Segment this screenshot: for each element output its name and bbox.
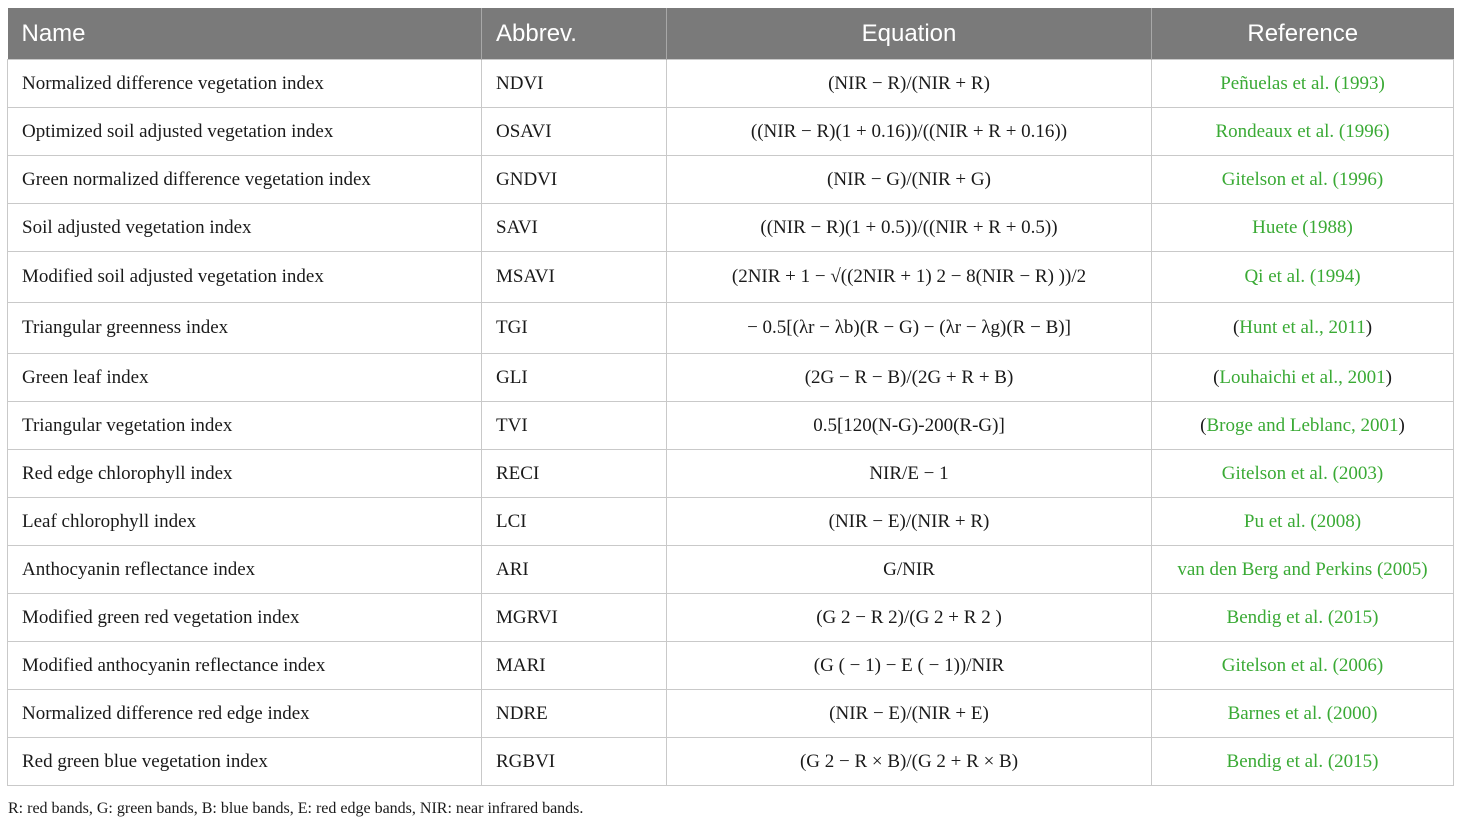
reference-link[interactable]: Broge and Leblanc, 2001 [1206,414,1399,436]
cell-reference[interactable] [1152,450,1454,498]
cell-reference[interactable]: (Broge and Leblanc, 2001) [1152,402,1454,450]
cell-equation: (NIR − G)/(NIR + G) [667,156,1152,204]
table-row [8,204,1454,252]
cell-abbrev: LCI [482,498,667,546]
reference-link[interactable]: Rondeaux et al. (1996) [1215,120,1390,142]
cell-abbrev: OSAVI [482,108,667,156]
cell-equation: (2G − R − B)/(2G + R + B) [667,354,1152,402]
reference-link[interactable]: Peñuelas et al. (1993) [1220,72,1385,94]
table-row [8,546,1454,594]
cell-name: Soil adjusted vegetation index [8,204,482,252]
header-abbrev: Abbrev. [482,8,667,60]
cell-name: Modified green red vegetation index [8,594,482,642]
cell-reference[interactable] [1152,642,1454,690]
vegetation-indices-table [7,8,1454,786]
cell-reference[interactable]: (Louhaichi et al., 2001) [1152,354,1454,402]
table-row [8,498,1454,546]
table-body [8,60,1454,786]
cell-abbrev: MGRVI [482,594,667,642]
reference-link[interactable]: Bendig et al. (2015) [1226,606,1379,628]
cell-reference[interactable] [1152,156,1454,204]
cell-name: Red green blue vegetation index [8,738,482,786]
table-header [8,8,1454,60]
reference-link[interactable]: Bendig et al. (2015) [1226,750,1379,772]
cell-abbrev: NDVI [482,60,667,108]
table-row [8,108,1454,156]
cell-equation: ((NIR − R)(1 + 0.16))/((NIR + R + 0.16)) [667,108,1152,156]
cell-abbrev: TVI [482,402,667,450]
reference-link[interactable]: Gitelson et al. (2003) [1221,462,1384,484]
cell-reference[interactable] [1152,204,1454,252]
cell-reference[interactable] [1152,594,1454,642]
reference-link[interactable]: Huete (1988) [1252,216,1353,238]
cell-equation: (G 2 − R × B)/(G 2 + R × B) [667,738,1152,786]
reference-link[interactable]: van den Berg and Perkins (2005) [1177,558,1428,580]
cell-abbrev: GNDVI [482,156,667,204]
table-row [8,642,1454,690]
cell-name: Triangular vegetation index [8,402,482,450]
cell-equation: (G 2 − R 2)/(G 2 + R 2 ) [667,594,1152,642]
cell-abbrev: RECI [482,450,667,498]
cell-equation: ((NIR − R)(1 + 0.5))/((NIR + R + 0.5)) [667,204,1152,252]
cell-reference[interactable] [1152,738,1454,786]
reference-link[interactable]: Qi et al. (1994) [1244,266,1361,287]
cell-name: Red edge chlorophyll index [8,450,482,498]
cell-equation: NIR/E − 1 [667,450,1152,498]
cell-abbrev: TGI [482,303,667,354]
header-reference: Reference [1152,8,1454,60]
cell-abbrev: GLI [482,354,667,402]
cell-equation: 0.5[120(N-G)-200(R-G)] [667,402,1152,450]
table-row [8,738,1454,786]
indices-table-container [7,8,1453,786]
cell-reference[interactable] [1152,498,1454,546]
cell-reference[interactable] [1152,60,1454,108]
cell-equation: (G ( − 1) − E ( − 1))/NIR [667,642,1152,690]
reference-link[interactable]: Hunt et al., 2011 [1239,317,1366,338]
cell-name: Modified anthocyanin reflectance index [8,642,482,690]
table-row [8,450,1454,498]
header-equation: Equation [667,8,1152,60]
table-row [8,594,1454,642]
reference-link[interactable]: Pu et al. (2008) [1243,510,1362,532]
cell-reference[interactable] [1152,252,1454,303]
header-name: Name [8,8,482,60]
cell-equation: (NIR − E)/(NIR + E) [667,690,1152,738]
cell-name: Normalized difference red edge index [8,690,482,738]
table-footnote: R: red bands, G: green bands, B: blue bands, E: red edge bands, NIR: near infrared bands. [8,800,584,817]
table-row [8,60,1454,108]
table-row [8,252,1454,303]
cell-equation: (2NIR + 1 − √((2NIR + 1) 2 − 8(NIR − R) ))/2 [667,252,1152,303]
cell-equation: − 0.5[(λr − λb)(R − G) − (λr − λg)(R − B)] [667,303,1152,354]
cell-reference[interactable]: (Hunt et al., 2011) [1152,303,1454,354]
cell-equation: (NIR − E)/(NIR + R) [667,498,1152,546]
table-row [8,354,1454,402]
cell-abbrev: NDRE [482,690,667,738]
cell-equation: G/NIR [667,546,1152,594]
cell-abbrev: MARI [482,642,667,690]
reference-link[interactable]: Louhaichi et al., 2001 [1219,366,1386,388]
reference-link[interactable]: Barnes et al. (2000) [1227,702,1378,724]
reference-link[interactable]: Gitelson et al. (1996) [1221,168,1384,190]
cell-name: Triangular greenness index [8,303,482,354]
table-row [8,303,1454,354]
cell-name: Green normalized difference vegetation index [8,156,482,204]
reference-link[interactable]: Gitelson et al. (2006) [1221,654,1384,676]
cell-abbrev: RGBVI [482,738,667,786]
table-row [8,156,1454,204]
cell-abbrev: MSAVI [482,252,667,303]
cell-name: Leaf chlorophyll index [8,498,482,546]
cell-abbrev: ARI [482,546,667,594]
table-row [8,402,1454,450]
cell-equation: (NIR − R)/(NIR + R) [667,60,1152,108]
table-row [8,690,1454,738]
cell-reference[interactable] [1152,108,1454,156]
cell-name: Anthocyanin reflectance index [8,546,482,594]
cell-name: Normalized difference vegetation index [8,60,482,108]
cell-reference[interactable] [1152,690,1454,738]
cell-name: Optimized soil adjusted vegetation index [8,108,482,156]
cell-reference[interactable] [1152,546,1454,594]
cell-name: Modified soil adjusted vegetation index [8,252,482,303]
cell-name: Green leaf index [8,354,482,402]
cell-abbrev: SAVI [482,204,667,252]
